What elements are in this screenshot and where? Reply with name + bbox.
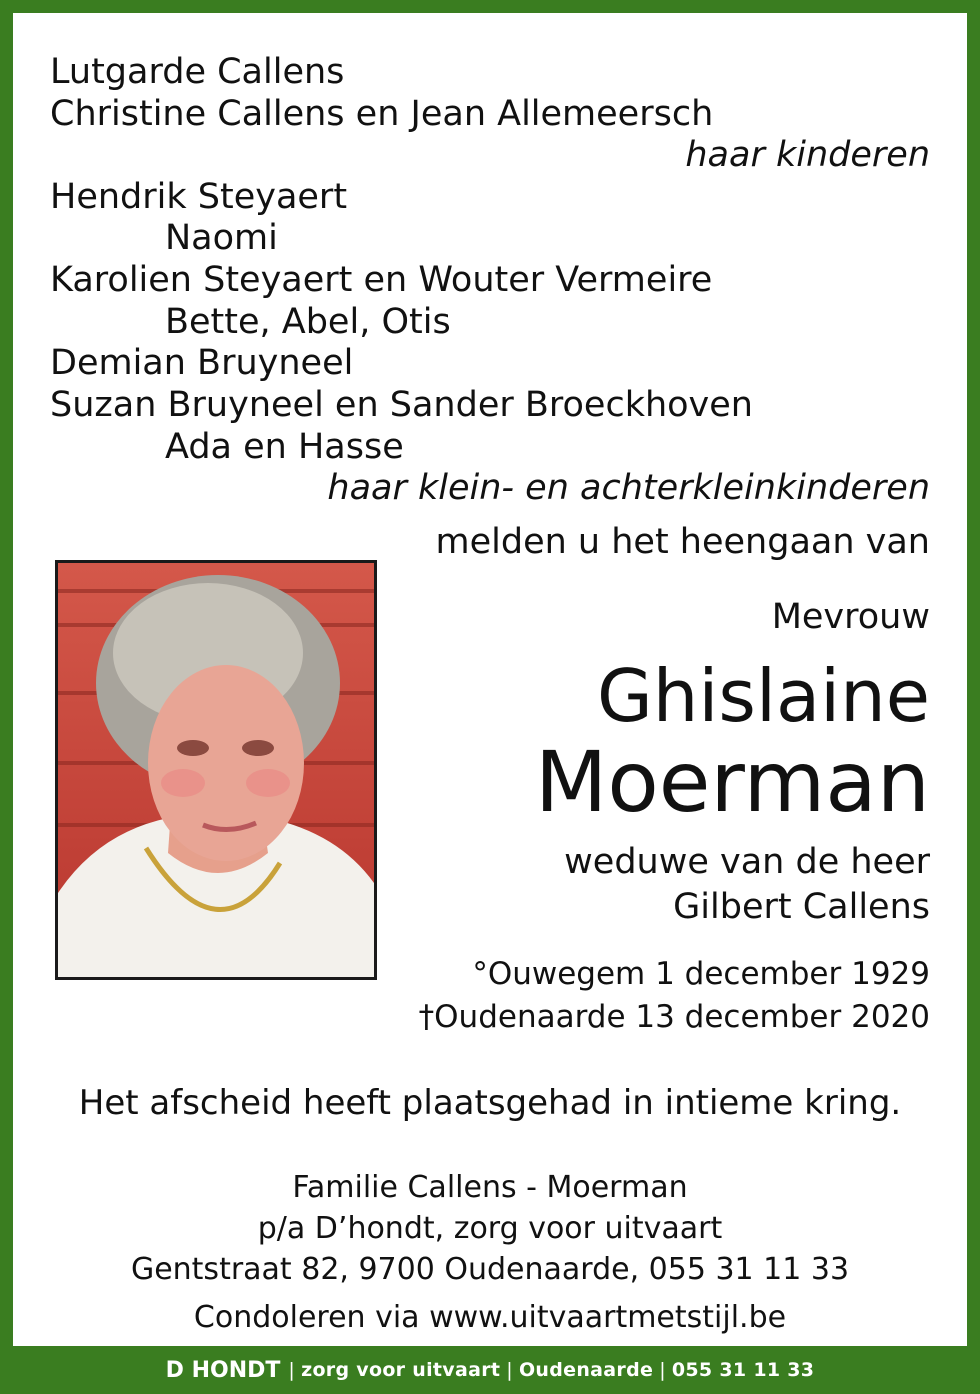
separator: | — [659, 1359, 666, 1381]
great-grandchildren-2: Bette, Abel, Otis — [165, 302, 451, 342]
widow-line-1: weduwe van de heer — [564, 842, 930, 882]
farewell-text: Het afscheid heeft plaatsgehad in intieme kring. — [78, 1083, 902, 1123]
deceased-first-name: Ghislaine — [597, 654, 930, 738]
care-of-line: p/a D’hondt, zorg voor uitvaart — [257, 1211, 723, 1246]
address-line: Gentstraat 82, 9700 Oudenaarde, 055 31 11 33 — [130, 1252, 850, 1287]
children-label: haar kinderen — [685, 135, 930, 175]
funeral-home-logo: D HONDT — [165, 1357, 281, 1383]
great-grandchildren-1: Naomi — [165, 218, 278, 258]
grandchild-name-3: Demian Bruyneel — [50, 343, 354, 383]
portrait-photo — [55, 560, 377, 980]
separator: | — [288, 1359, 296, 1381]
footer-tagline: zorg voor uitvaart — [301, 1359, 501, 1381]
death-info: †Oudenaarde 13 december 2020 — [418, 999, 930, 1035]
widow-line-2: Gilbert Callens — [673, 887, 930, 927]
deceased-title: Mevrouw — [771, 597, 930, 637]
condolences-link[interactable]: Condoleren via www.uitvaartmetstijl.be — [193, 1300, 787, 1335]
footer-city: Oudenaarde — [518, 1359, 654, 1381]
grandchild-name-1: Hendrik Steyaert — [50, 177, 348, 217]
announcement-text: melden u het heengaan van — [435, 522, 930, 562]
great-grandchildren-4: Ada en Hasse — [165, 427, 404, 467]
child-name-1: Lutgarde Callens — [50, 52, 345, 92]
deceased-last-name: Moerman — [534, 733, 930, 831]
child-name-2: Christine Callens en Jean Allemeersch — [50, 94, 714, 134]
footer-phone[interactable]: 055 31 11 33 — [671, 1359, 815, 1381]
grandchild-name-4: Suzan Bruyneel en Sander Broeckhoven — [50, 385, 753, 425]
birth-info: °Ouwegem 1 december 1929 — [472, 956, 930, 992]
family-contact: Familie Callens - Moerman — [292, 1170, 688, 1205]
grandchildren-label: haar klein- en achterkleinkinderen — [327, 468, 930, 508]
separator: | — [506, 1359, 513, 1381]
footer-bar — [0, 1346, 980, 1394]
grandchild-name-2: Karolien Steyaert en Wouter Vermeire — [50, 260, 713, 300]
